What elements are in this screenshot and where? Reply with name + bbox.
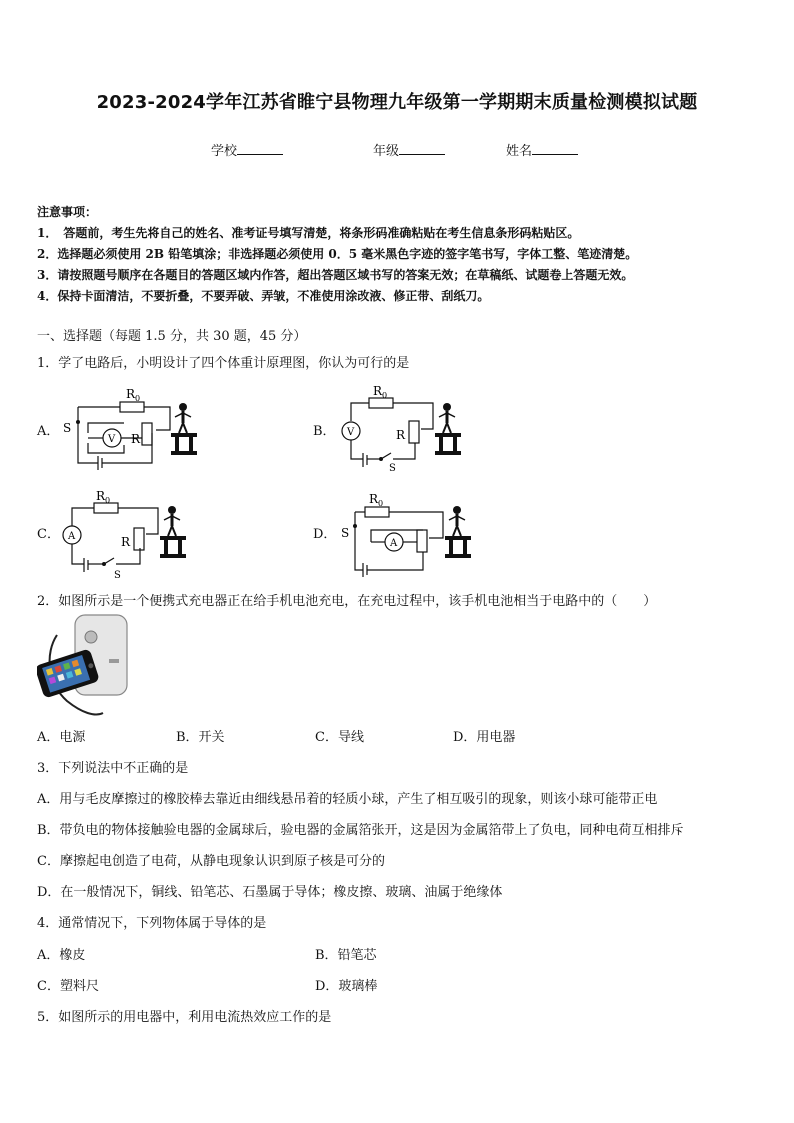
r-resistor bbox=[417, 530, 427, 552]
person-on-scale-icon bbox=[160, 506, 186, 558]
r0-resistor bbox=[365, 507, 389, 517]
notice-item-3: 3．请按照题号顺序在各题目的答题区域内作答，超出答题区域书写的答案无效；在草稿纸、试题卷上答题无效。 bbox=[37, 268, 634, 282]
q2-option-c[interactable]: C．导线 bbox=[315, 730, 364, 745]
r0-label: R bbox=[369, 492, 379, 506]
r-label: R bbox=[131, 432, 141, 446]
name-field[interactable] bbox=[506, 142, 578, 160]
q3-option-a[interactable]: A．用与毛皮摩擦过的橡胶棒去靠近由细线悬吊着的轻质小球，产生了相互吸引的现象，则该小球可能带正电 bbox=[37, 792, 658, 807]
circuit-d-diagram bbox=[333, 488, 483, 580]
switch-label: S bbox=[389, 463, 396, 473]
circuit-b-diagram bbox=[333, 383, 483, 473]
q4-option-c[interactable]: C．塑料尺 bbox=[37, 979, 99, 994]
ammeter-label: A bbox=[68, 531, 76, 542]
switch-label: S bbox=[63, 421, 72, 435]
voltmeter-label: V bbox=[347, 427, 355, 438]
section-heading: 一、选择题（每题 1.5 分，共 30 题，45 分） bbox=[37, 329, 307, 344]
notice-item-1: 1． 答题前，考生先将自己的姓名、准考证号填写清楚，将条形码准确粘贴在考生信息条形码粘贴区。 bbox=[37, 226, 580, 240]
q4-option-d[interactable]: D．玻璃棒 bbox=[315, 979, 378, 994]
r0-sub: 0 bbox=[378, 499, 384, 508]
grade-field[interactable] bbox=[373, 142, 445, 160]
q2-option-b[interactable]: B．开关 bbox=[176, 730, 225, 745]
voltmeter-label: V bbox=[108, 434, 116, 445]
q4-option-b[interactable]: B．铅笔芯 bbox=[315, 948, 377, 963]
name-blank[interactable] bbox=[532, 142, 578, 155]
q2-option-d[interactable]: D．用电器 bbox=[453, 730, 516, 745]
q2-stem: 2．如图所示是一个便携式充电器正在给手机电池充电，在充电过程中，该手机电池相当于电路中的（ ） bbox=[37, 594, 657, 609]
r0-sub: 0 bbox=[135, 394, 141, 403]
circuit-c-diagram bbox=[58, 488, 208, 583]
switch-label: S bbox=[341, 526, 350, 540]
r-label: R bbox=[396, 428, 406, 442]
switch-label: S bbox=[114, 570, 121, 581]
person-on-scale-icon bbox=[435, 403, 461, 455]
circuit-a-diagram bbox=[58, 385, 208, 470]
r-resistor bbox=[134, 528, 144, 550]
notice-heading: 注意事项： bbox=[37, 205, 98, 219]
r-resistor bbox=[142, 423, 152, 445]
q1-option-c[interactable]: C． bbox=[37, 527, 60, 542]
q3-stem: 3．下列说法中不正确的是 bbox=[37, 761, 189, 776]
ammeter-label: A bbox=[390, 538, 398, 549]
q2-option-a[interactable]: A．电源 bbox=[37, 730, 86, 745]
r-label: R bbox=[121, 535, 131, 549]
grade-label: 年级 bbox=[373, 144, 400, 159]
r0-resistor bbox=[120, 402, 144, 412]
q4-stem: 4．通常情况下，下列物体属于导体的是 bbox=[37, 916, 267, 931]
school-blank[interactable] bbox=[237, 142, 283, 155]
notice-item-4: 4．保持卡面清洁，不要折叠，不要弄破、弄皱，不准使用涂改液、修正带、刮纸刀。 bbox=[37, 289, 490, 303]
q3-option-c[interactable]: C．摩擦起电创造了电荷，从静电现象认识到原子核是可分的 bbox=[37, 854, 385, 869]
r0-sub: 0 bbox=[382, 391, 388, 400]
name-label: 姓名 bbox=[506, 144, 533, 159]
q5-stem: 5．如图所示的用电器中，利用电流热效应工作的是 bbox=[37, 1010, 332, 1025]
q4-option-a[interactable]: A．橡皮 bbox=[37, 948, 86, 963]
r0-resistor bbox=[369, 398, 393, 408]
person-on-scale-icon bbox=[171, 403, 197, 455]
phone-charger-image bbox=[37, 613, 133, 723]
q3-option-b[interactable]: B．带负电的物体接触验电器的金属球后，验电器的金属箔张开，这是因为金属箔带上了负电，同种电荷互相排斥 bbox=[37, 823, 684, 838]
q1-option-d[interactable]: D． bbox=[313, 527, 337, 542]
person-on-scale-icon bbox=[445, 506, 471, 558]
grade-blank[interactable] bbox=[399, 142, 445, 155]
school-label: 学校 bbox=[211, 144, 238, 159]
r0-sub: 0 bbox=[105, 496, 111, 505]
notice-item-2: 2．选择题必须使用 2B 铅笔填涂；非选择题必须使用 0．5 毫米黑色字迹的签字笔书写，字体工整、笔迹清楚。 bbox=[37, 247, 638, 261]
r0-label: R bbox=[373, 384, 383, 398]
page-title: 2023-2024学年江苏省睢宁县物理九年级第一学期期末质量检测模拟试题 bbox=[96, 92, 698, 113]
r-resistor bbox=[409, 421, 419, 443]
r0-label: R bbox=[96, 489, 106, 503]
q1-option-b[interactable]: B． bbox=[313, 424, 336, 439]
school-field[interactable] bbox=[211, 142, 283, 160]
q1-stem: 1．学了电路后，小明设计了四个体重计原理图，你认为可行的是 bbox=[37, 356, 410, 371]
q1-option-a[interactable]: A． bbox=[37, 424, 60, 439]
q3-option-d[interactable]: D．在一般情况下，铜线、铅笔芯、石墨属于导体；橡皮擦、玻璃、油属于绝缘体 bbox=[37, 885, 503, 900]
r0-label: R bbox=[126, 387, 136, 401]
